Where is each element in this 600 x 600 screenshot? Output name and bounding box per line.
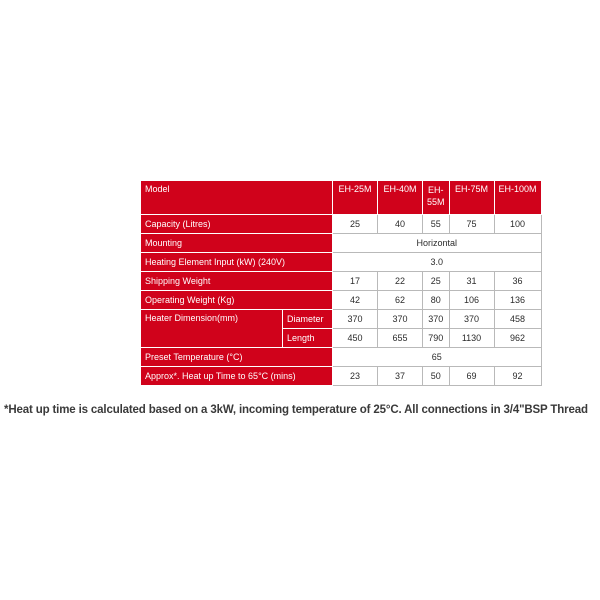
heater-dimension-label: Heater Dimension(mm) (141, 310, 283, 348)
shipping-weight-value: 22 (378, 272, 423, 291)
header-model-5: EH-100M (494, 181, 541, 215)
length-label: Length (283, 329, 333, 348)
diameter-value: 370 (449, 310, 494, 329)
diameter-value: 458 (494, 310, 541, 329)
diameter-label: Diameter (283, 310, 333, 329)
diameter-row (141, 310, 542, 329)
length-value: 962 (494, 329, 541, 348)
header-model-1: EH-25M (333, 181, 378, 215)
length-value: 450 (333, 329, 378, 348)
operating-weight-value: 136 (494, 291, 541, 310)
heat-up-time-row (141, 367, 542, 386)
shipping-weight-value: 17 (333, 272, 378, 291)
preset-temperature-label: Preset Temperature (°C) (141, 348, 333, 367)
specification-table (140, 180, 542, 386)
header-model-3: EH-55M (423, 181, 450, 215)
preset-temperature-value: 65 (333, 348, 542, 367)
operating-weight-value: 80 (423, 291, 450, 310)
shipping-weight-label: Shipping Weight (141, 272, 333, 291)
shipping-weight-value: 25 (423, 272, 450, 291)
heating-input-label: Heating Element Input (kW) (240V) (141, 253, 333, 272)
diameter-value: 370 (333, 310, 378, 329)
mounting-row (141, 234, 542, 253)
mounting-label: Mounting (141, 234, 333, 253)
capacity-value: 100 (494, 215, 541, 234)
header-model-label: Model (141, 181, 333, 215)
heat-up-time-label: Approx*. Heat up Time to 65°C (mins) (141, 367, 333, 386)
operating-weight-row (141, 291, 542, 310)
header-row (141, 181, 542, 215)
heating-input-value: 3.0 (333, 253, 542, 272)
heat-up-time-value: 50 (423, 367, 450, 386)
capacity-label: Capacity (Litres) (141, 215, 333, 234)
capacity-value: 75 (449, 215, 494, 234)
shipping-weight-value: 36 (494, 272, 541, 291)
heat-up-time-value: 69 (449, 367, 494, 386)
heat-up-time-value: 23 (333, 367, 378, 386)
length-value: 655 (378, 329, 423, 348)
capacity-value: 25 (333, 215, 378, 234)
preset-temperature-row (141, 348, 542, 367)
diameter-value: 370 (378, 310, 423, 329)
heat-up-time-value: 92 (494, 367, 541, 386)
operating-weight-label: Operating Weight (Kg) (141, 291, 333, 310)
heat-up-time-value: 37 (378, 367, 423, 386)
shipping-weight-value: 31 (449, 272, 494, 291)
mounting-value: Horizontal (333, 234, 542, 253)
heating-input-row (141, 253, 542, 272)
operating-weight-value: 62 (378, 291, 423, 310)
operating-weight-value: 42 (333, 291, 378, 310)
shipping-weight-row (141, 272, 542, 291)
length-value: 790 (423, 329, 450, 348)
diameter-value: 370 (423, 310, 450, 329)
capacity-value: 55 (423, 215, 450, 234)
operating-weight-value: 106 (449, 291, 494, 310)
capacity-row (141, 215, 542, 234)
header-model-2: EH-40M (378, 181, 423, 215)
footnote: *Heat up time is calculated based on a 3kW, incoming temperature of 25°C. All connections in 3/4"BSP Thread (4, 404, 588, 416)
length-value: 1130 (449, 329, 494, 348)
header-model-4: EH-75M (449, 181, 494, 215)
capacity-value: 40 (378, 215, 423, 234)
